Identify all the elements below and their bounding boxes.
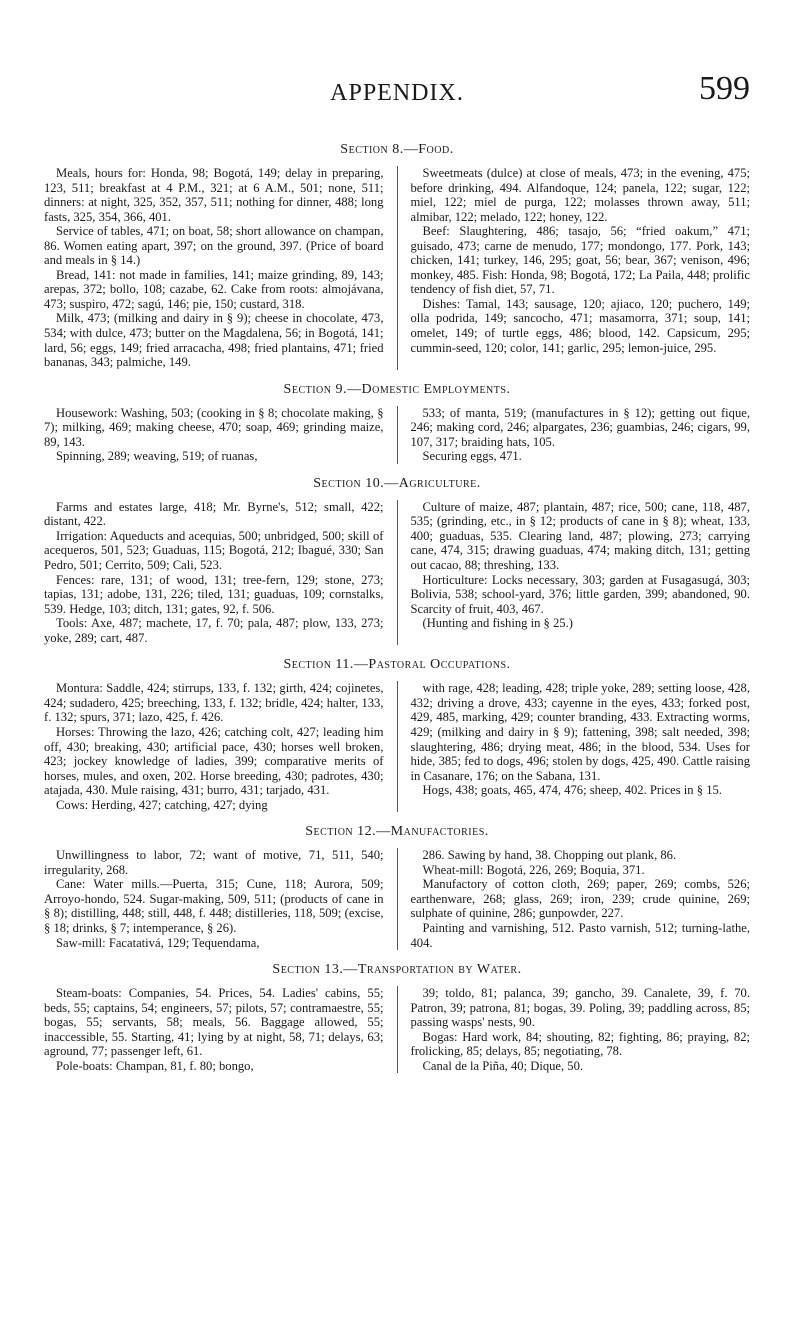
right-column <box>411 848 751 950</box>
right-column <box>411 500 751 645</box>
column-divider <box>397 406 398 464</box>
index-entry: Wheat-mill: Bogotá, 226, 269; Boquia, 371. <box>422 862 645 877</box>
page-number: 599 <box>699 70 750 107</box>
index-entry: Saw-mill: Facatativá, 129; Tequendama, <box>56 935 260 950</box>
column-divider <box>397 500 398 645</box>
left-column <box>44 406 384 464</box>
page-header <box>44 0 750 142</box>
column-divider <box>397 166 398 370</box>
index-entry: Pole-boats: Champan, 81, f. 80; bongo, <box>56 1058 254 1073</box>
section-columns <box>44 848 750 950</box>
index-entry: 39; toldo, 81; palanca, 39; gancho, 39. Canalete, 39, f. 70. Patron, 39; patrona, 81; bogas, 39. Poling, 39; paddling across, 85; passing wasps' nests, 90. <box>410 986 750 1030</box>
left-column <box>44 500 384 645</box>
index-entry: Unwillingness to labor, 72; want of motive, 71, 511, 540; irregularity, 268. <box>44 848 384 877</box>
section-heading: Section 9.—Domestic Employments. <box>283 381 511 397</box>
index-entry: Bogas: Hard work, 84; shouting, 82; fighting, 86; praying, 82; frolicking, 85; delays, 85; negotiating, 78. <box>410 1029 750 1059</box>
index-entry: Cows: Herding, 427; catching, 427; dying <box>56 797 268 812</box>
index-entry: Manufactory of cotton cloth, 269; paper, 269; combs, 526; earthenware, 268; glass, 269; iron, 239; crude quinine, 269; sulphate of quinine, 286; gunpowder, 227. <box>410 877 750 921</box>
index-entry: Bread, 141: not made in families, 141; maize grinding, 89, 143; arepas, 372; bollo, 108; cazabe, 62. Cake from roots: almojávana, 473; suspiro, 472; sagú, 146; pie, 150; custard, 318. <box>44 267 384 311</box>
index-entry: Montura: Saddle, 424; stirrups, 133, f. 132; girth, 424; cojinetes, 424; sudadero, 425; breeching, 133, f. 132; bridle, 424; halter, 133, f. 132; spurs, 371; lazo, 425, f. 426. <box>44 681 384 725</box>
index-entry: Sweetmeats (dulce) at close of meals, 473; in the evening, 475; before drinking, 494. Alfandoque, 124; panela, 122; sugar, 122; miel, 122; miel de purga, 122; molasses thrown away, 511; almibar, 122; melado, 122; honey, 122. <box>410 166 750 224</box>
section-heading: Section 13.—Transportation by Water. <box>272 962 522 978</box>
index-entry: Painting and varnishing, 512. Pasto varnish, 512; turning-lathe, 404. <box>410 920 750 950</box>
section-columns <box>44 500 750 645</box>
section-heading: Section 10.—Agriculture. <box>313 475 481 491</box>
right-column <box>411 406 751 464</box>
index-entry: Steam-boats: Companies, 54. Prices, 54. Ladies' cabins, 55; beds, 55; captains, 54; engineers, 57; pilots, 57; contramaestre, 55; bogas, 55; servants, 58; meals, 56. Baggage allowed, 55; inaccessible, 55. Starting, 41; lying by at night, 58, 71; delays, 63; aground, 77; passenger left, 61. <box>44 986 384 1059</box>
section-heading: Section 11.—Pastoral Occupations. <box>283 657 511 673</box>
section-columns <box>44 406 750 464</box>
index-section <box>44 382 750 476</box>
index-entry: Culture of maize, 487; plantain, 487; rice, 500; cane, 118, 487, 535; (grinding, etc., in § 12; products of cane in § 8); wheat, 133, 400; guaduas, 535. Clearing land, 487; plowing, 273; carrying cane, 474, 315; drawing guaduas, 474; making ditch, 131; getting out cacao, 88; threshing, 133. <box>410 499 750 573</box>
index-entry: Horses: Throwing the lazo, 426; catching colt, 427; leading him off, 430; breaking, 430; artificial pace, 430; horses well broken, 423; jockey knowledge of ladies, 399; comparative merits of horses, mules, and oxen, 202. Horse breeding, 430; padrotes, 430; atajada, 430. Mule raising, 431; burro, 431; tarjado, 431. <box>44 724 384 798</box>
index-entry: Fences: rare, 131; of wood, 131; tree-fern, 129; stone, 273; tapias, 131; adobe, 131, 226; tiled, 131; guaduas, 109; cornstalks, 539. Hedge, 103; ditch, 131; gates, 92, f. 506. <box>44 572 384 616</box>
index-entry: 286. Sawing by hand, 38. Chopping out plank, 86. <box>422 848 677 863</box>
index-entry: Spinning, 289; weaving, 519; of ruanas, <box>56 449 258 464</box>
section-heading: Section 12.—Manufactories. <box>305 824 489 840</box>
index-entry: Meals, hours for: Honda, 98; Bogotá, 149; delay in preparing, 123, 511; breakfast at 4 P.M., 321; at 6 A.M., 501; none, 511; dinners: at night, 325, 352, 357, 511; nothing for dinner, 488; long fasts, 325, 354, 366, 401. <box>44 166 384 224</box>
index-entry: Beef: Slaughtering, 486; tasajo, 56; “fried oakum,” 471; guisado, 473; carne de menudo, 177; mondongo, 177. Pork, 143; chicken, 141; turkey, 146, 295; goat, 56; bear, 367; venison, 496; monkey, 485. Fish: Honda, 98; Bogotá, 172; La Paila, 448; prolific tendency of fish diet, 57, 71. <box>410 224 750 297</box>
index-section <box>44 142 750 382</box>
column-divider <box>397 986 398 1073</box>
index-section <box>44 962 750 1085</box>
index-entry: 533; of manta, 519; (manufactures in § 12); getting out fique, 246; making cord, 246; alpargates, 236; guambias, 246; cigars, 99, 107, 317; braiding hats, 105. <box>410 405 750 449</box>
index-section <box>44 476 750 657</box>
left-column <box>44 681 384 812</box>
right-column <box>411 986 751 1073</box>
section-gap <box>44 1073 750 1085</box>
index-section <box>44 657 750 824</box>
section-columns <box>44 166 750 370</box>
right-column <box>411 166 751 370</box>
index-entry: Farms and estates large, 418; Mr. Byrne's, 512; small, 422; distant, 422. <box>44 499 384 529</box>
index-entry: Milk, 473; (milking and dairy in § 9); cheese in chocolate, 473, 534; with dulce, 473; butter on the Magdalena, 56; in Bogotá, 141; lard, 56; eggs, 149; fried arracacha, 498; fried plantains, 471; fried bananas, 343; palmiche, 149. <box>44 311 384 370</box>
section-columns <box>44 986 750 1073</box>
section-gap <box>44 370 750 382</box>
index-entry: (Hunting and fishing in § 25.) <box>422 616 573 631</box>
section-gap <box>44 645 750 657</box>
section-gap <box>44 950 750 962</box>
index-entry: Tools: Axe, 487; machete, 17, f. 70; pala, 487; plow, 133, 273; yoke, 289; cart, 487. <box>44 616 384 645</box>
left-column <box>44 166 384 370</box>
index-entry: Housework: Washing, 503; (cooking in § 8; chocolate making, § 7); milking, 469; making cheese, 470; soap, 469; grinding maize, 89, 143. <box>44 405 384 449</box>
index-entry: Irrigation: Aqueducts and acequias, 500; unbridged, 500; skill of acequeros, 501, 523; Guaduas, 115; Bogotá, 212; Ibagué, 330; San Pedro, 501; Cerrito, 509; Cali, 523. <box>44 528 384 573</box>
column-divider <box>397 848 398 950</box>
section-gap <box>44 464 750 476</box>
index-section <box>44 824 750 962</box>
left-column <box>44 848 384 950</box>
right-column <box>411 681 751 812</box>
index-entry: Canal de la Piña, 40; Dique, 50. <box>422 1058 584 1073</box>
section-heading: Section 8.—Food. <box>340 142 454 157</box>
index-entry: Service of tables, 471; on boat, 58; short allowance on champan, 86. Women eating apart, 397; on the ground, 397. (Price of board and meals in § 14.) <box>44 224 384 268</box>
index-entry: with rage, 428; leading, 428; triple yoke, 289; setting loose, 428, 432; driving a drove, 433; cayenne in the eyes, 433; forked post, 429, 485, marking, 429; counter branding, 433. Extracting worms, 429; (milking and dairy in § 9); fattening, 398; salt needed, 398; slaughtering, 486; drying meat, 486; in the blood, 534. Uses for hide, 385; fed to dogs, 496; stolen by dogs, 425, 490. Cattle raising in Casanare, 176; on the Sabana, 131. <box>410 681 750 783</box>
index-entry: Cane: Water mills.—Puerta, 315; Cune, 118; Aurora, 509; Arroyo-hondo, 524. Sugar-making, 509, 511; (products of cane in § 8); distilling, 448; still, 448, f. 448; distilleries, 118, 509; (excise, § 18; drinks, § 7; intemperance, § 26). <box>44 877 384 935</box>
section-gap <box>44 812 750 824</box>
section-columns <box>44 681 750 812</box>
sections-container <box>44 142 750 1085</box>
left-column <box>44 986 384 1073</box>
index-entry: Dishes: Tamal, 143; sausage, 120; ajiaco, 120; puchero, 149; olla podrida, 149; sancocho, 471; masamorra, 371; soup, 141; omelet, 149; of turtle eggs, 486; blood, 142. Capsicum, 295; cummin-seed, 120; color, 141; garlic, 295; lemon-juice, 295. <box>410 296 750 355</box>
index-entry: Horticulture: Locks necessary, 303; garden at Fusagasugá, 303; Bolivia, 538; school-yard, 376; little garden, 399; abandoned, 90. Scarcity of fruit, 403, 467. <box>410 572 750 616</box>
running-title: APPENDIX. <box>330 80 464 106</box>
column-divider <box>397 681 398 812</box>
index-entry: Hogs, 438; goats, 465, 474, 476; sheep, 402. Prices in § 15. <box>422 783 722 798</box>
index-entry: Securing eggs, 471. <box>422 449 522 464</box>
